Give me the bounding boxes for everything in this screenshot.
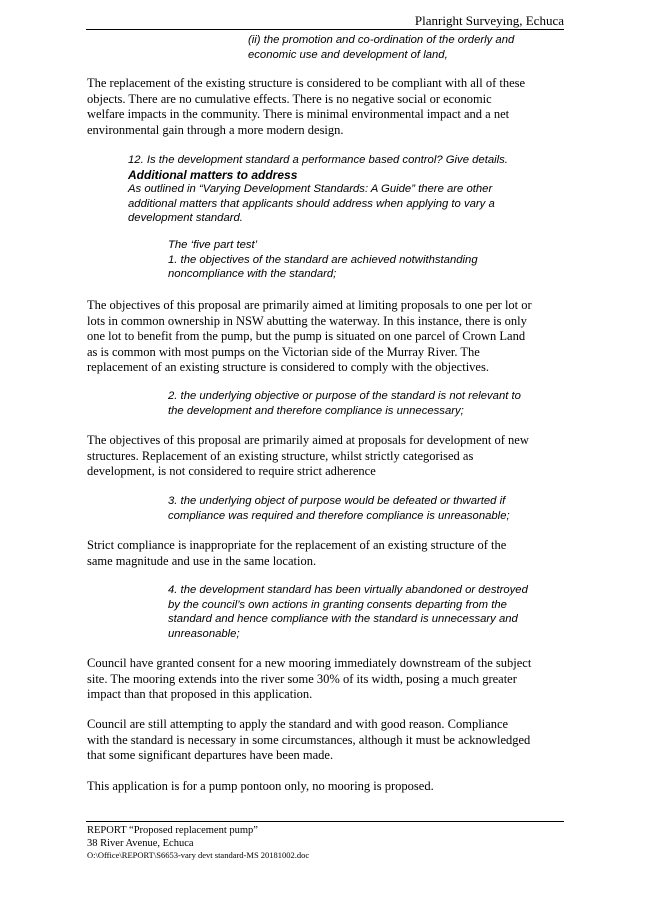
paragraph-council-consent <box>87 656 567 703</box>
paragraph-line: as is common with most pumps on the Victorian side of the Murray River. The <box>87 344 480 359</box>
paragraph-council-standard <box>87 717 567 764</box>
paragraph-line: welfare impacts in the community. There is minimal environmental impact and a net <box>87 107 510 121</box>
test-3-line: 3. the underlying object of purpose would be defeated or thwarted if <box>168 495 506 507</box>
paragraph-line: replacement of an existing structure is considered to comply with the objectives. <box>87 360 489 374</box>
paragraph-line: environmental gain through a more modern design. <box>87 122 344 137</box>
paragraph-objectives-2 <box>87 433 567 480</box>
five-part-test-block <box>168 238 478 282</box>
footer-report-title: REPORT “Proposed replacement pump” <box>87 825 258 836</box>
test-3-block <box>168 494 510 523</box>
test-2-line: 2. the underlying objective or purpose of the standard is not relevant to <box>168 390 521 402</box>
paragraph-line: lots in common ownership in NSW abutting the waterway. In this instance, there is only <box>87 313 527 328</box>
paragraph-line: one lot to benefit from the pump, but the pump is situated on one parcel of Crown Land <box>87 329 526 343</box>
footer-address: 38 River Avenue, Echuca <box>87 837 194 849</box>
quote-ii-line: economic use and development of land, <box>248 48 448 61</box>
paragraph-line: The objectives of this proposal are primarily aimed at proposals for development of new <box>87 433 529 447</box>
paragraph-compliance <box>87 76 567 138</box>
additional-text-line: additional matters that applicants should address when applying to vary a <box>128 197 495 210</box>
five-part-test-title: The ‘five part test’ <box>168 239 258 251</box>
additional-matters-heading: Additional matters to address <box>128 167 298 182</box>
paragraph-strict-compliance <box>87 538 567 569</box>
paragraph-line: that some significant departures have been made. <box>87 748 334 762</box>
header-divider <box>86 29 564 30</box>
quote-ii-line: (ii) the promotion and co-ordination of the orderly and <box>248 34 515 46</box>
paragraph-line: impact than that proposed in this application. <box>87 687 313 701</box>
test-2-block <box>168 389 521 418</box>
additional-text-line: development standard. <box>128 212 243 224</box>
paragraph-line: with the standard is necessary in some circumstances, although it must be acknowledged <box>87 732 531 747</box>
page-footer <box>87 825 309 861</box>
paragraph-line: development, is not considered to require strict adherence <box>87 464 376 478</box>
paragraph-line: The replacement of the existing structure is considered to be compliant with all of these <box>87 76 526 90</box>
question-12-block <box>128 153 508 226</box>
paragraph-line: The objectives of this proposal are primarily aimed at limiting proposals to one per lot or <box>87 298 532 312</box>
test-4-line: 4. the development standard has been virtually abandoned or destroyed <box>168 584 528 596</box>
test-3-line: compliance was required and therefore compliance is unreasonable; <box>168 509 510 522</box>
test-4-line: by the council’s own actions in granting consents departing from the <box>168 598 507 611</box>
test-4-line: standard and hence compliance with the standard is unnecessary and <box>168 613 518 625</box>
paragraph-line: same magnitude and use in the same location. <box>87 553 317 568</box>
paragraph-line: Council have granted consent for a new mooring immediately downstream of the subject <box>87 656 532 670</box>
test-4-block <box>168 583 528 641</box>
test-4-line: unreasonable; <box>168 627 240 640</box>
paragraph-line: objects. There are no cumulative effects. There is no negative social or economic <box>87 91 492 106</box>
paragraph-line: structures. Replacement of an existing structure, whilst strictly categorised as <box>87 448 474 463</box>
test-1-line: noncompliance with the standard; <box>168 268 337 280</box>
paragraph-application-scope <box>87 779 567 795</box>
paragraph-line: Strict compliance is inappropriate for the replacement of an existing structure of the <box>87 538 507 552</box>
footer-divider <box>86 821 564 822</box>
paragraph-line: This application is for a pump pontoon only, no mooring is proposed. <box>87 779 434 793</box>
paragraph-line: site. The mooring extends into the river some 30% of its width, posing a much greater <box>87 671 517 686</box>
paragraph-line: Council are still attempting to apply the standard and with good reason. Compliance <box>87 717 509 731</box>
footer-file-path: O:\Office\REPORT\S6653-vary devt standard-MS 20181002.doc <box>87 850 310 860</box>
header-company-name: Planright Surveying, Echuca <box>414 13 564 28</box>
paragraph-objectives-1 <box>87 298 567 376</box>
test-2-line: the development and therefore compliance is unnecessary; <box>168 404 464 417</box>
quote-ii <box>248 33 514 62</box>
question-12: 12. Is the development standard a performance based control? Give details. <box>128 154 508 166</box>
additional-text-line: As outlined in “Varying Development Standards: A Guide” there are other <box>128 183 493 195</box>
test-1-line: 1. the objectives of the standard are achieved notwithstanding <box>168 253 478 266</box>
